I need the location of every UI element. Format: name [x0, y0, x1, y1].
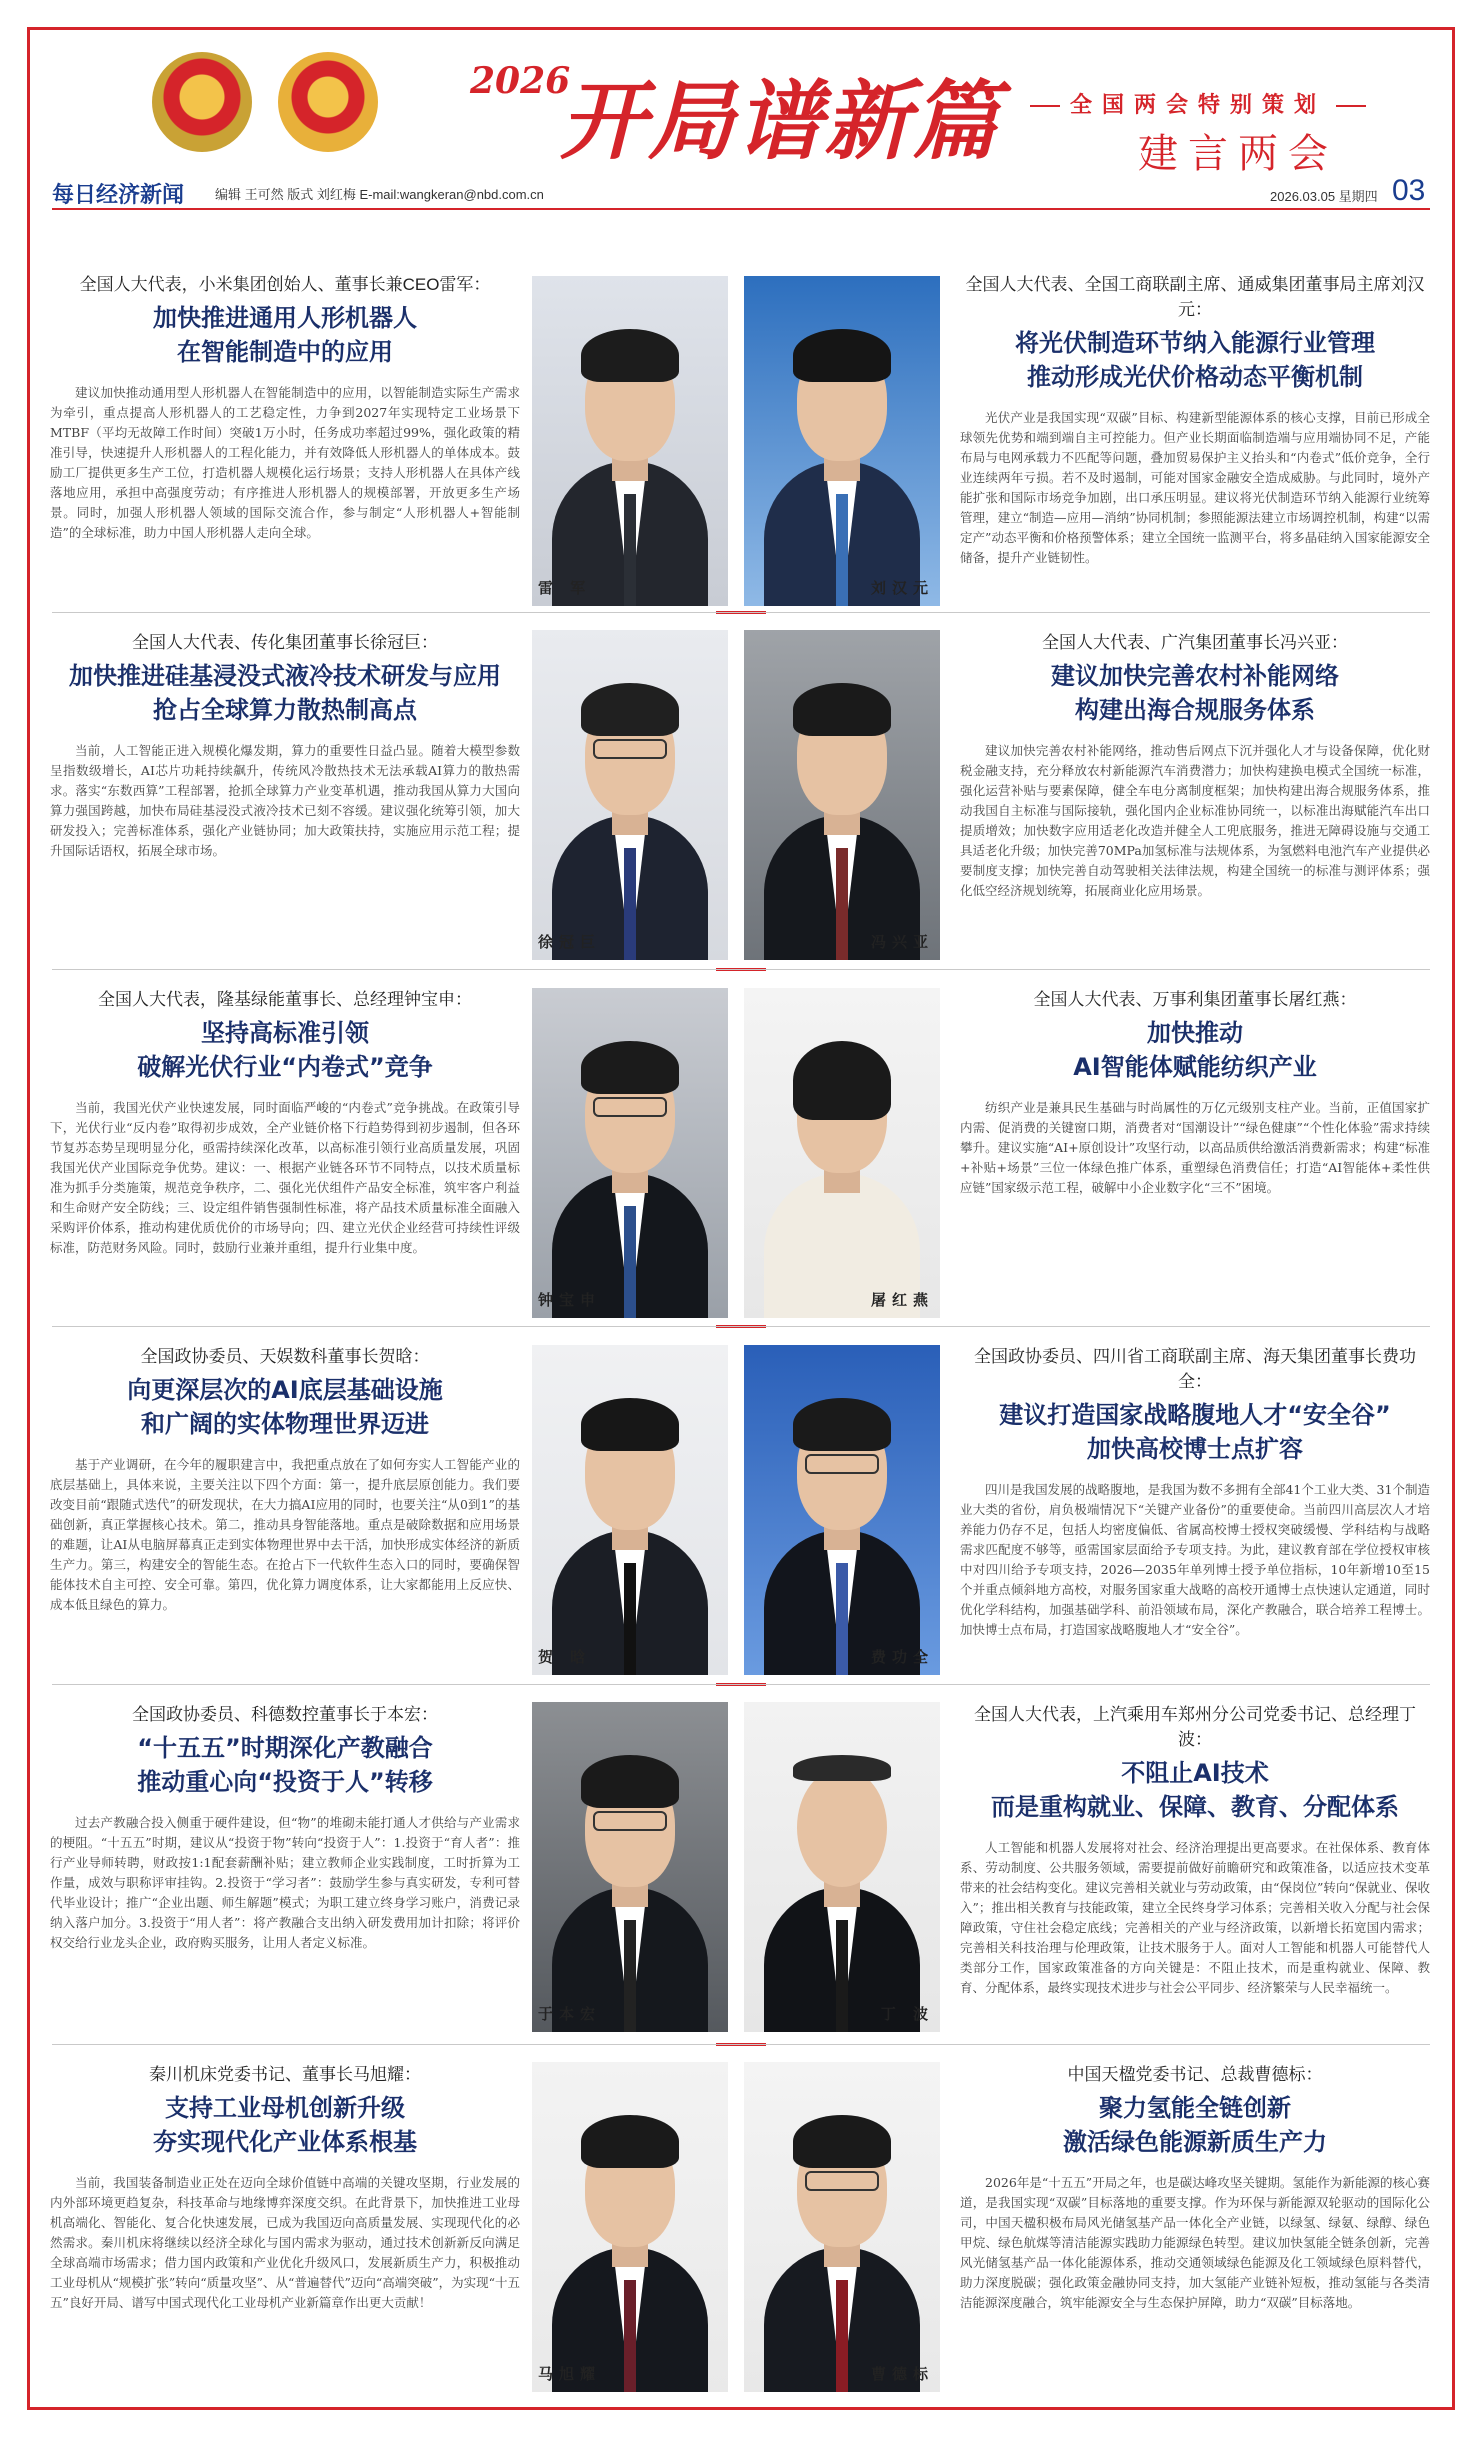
portrait-photo: [532, 276, 728, 606]
article-body: 人工智能和机器人发展将对社会、经济治理提出更高要求。在社保体系、教育体系、劳动制度、公共服务领域，需要提前做好前瞻研究和政策准备，以适应技术变革带来的社会结构变化。建议完善相关就业与劳动政策，由“保岗位”转向“保就业、保收入”；推出相关教育与技能政策，建立全民终身学习体系；完善相关收入分配与社会保障政策，守住社会稳定底线；完善相关的产业与经济政策，以新增长拓宽国内需求；完善相关科技治理与伦理政策，让技术服务于人。面对人工智能和机器人可能替代人类部分工作，国家政策准备的方向关键是：不阻止技术，而是重构就业、保障、教育、分配体系，最终实现技术进步与社会公平同步、经济繁荣与人民幸福统一。: [960, 1840, 1430, 1995]
portrait-photo: [744, 1345, 940, 1675]
portrait-photo: [532, 630, 728, 960]
cppcc-emblem-icon: [278, 52, 378, 152]
article-headline: [50, 2091, 520, 2159]
banner-year: 2026: [470, 60, 571, 102]
headline-line-2: 激活绿色能源新质生产力: [1063, 2128, 1327, 2156]
article-he-han: [50, 1342, 520, 1615]
row-divider: [52, 2044, 1430, 2045]
article-byline: 秦川机床党委书记、董事长马旭耀：: [149, 2065, 421, 2084]
article-headline: [50, 659, 520, 727]
article-headline: [960, 1756, 1430, 1824]
headline-line-2: AI智能体赋能纺织产业: [1073, 1053, 1317, 1081]
masthead: [52, 174, 1430, 210]
headline-line-1: “十五五”时期深化产教融合: [137, 1734, 433, 1762]
banner-column-name: 建言两会: [1138, 131, 1338, 177]
headline-line-2: 加快高校博士点扩容: [1087, 1435, 1303, 1463]
portrait-photo: [532, 2062, 728, 2392]
article-body: 过去产教融合投入侧重于硬件建设，但“物”的堆砌未能打通人才供给与产业需求的梗阻。“十五五”时期，建议从“投资于物”转向“投资于人”：1.投资于“育人者”：推行产业导师转聘，财政按1:1配套薪酬补贴；建立教师企业实践制度，工时折算为工作量，成效与职称评审挂钩。2.投资于“学习者”：鼓励学生参与真实研发，专利可替代毕业设计；推广“企业出题、师生解题”模式；为职工建立终身学习账户，消费记录纳入落户加分。3.投资于“用人者”：将产教融合支出纳入研发费用加计扣除；将评价权交给行业龙头企业，政府购买服务，让用人者定义标准。: [50, 1815, 520, 1950]
article-zhong-baoshen: [50, 985, 520, 1258]
headline-line-1: 支持工业母机创新升级: [165, 2094, 405, 2122]
article-body: 基于产业调研，在今年的履职建言中，我把重点放在了如何夯实人工智能产业的底层基础上，具体来说，主要关注以下四个方面：第一，提升底层原创能力。我们要改变目前“跟随式迭代”的研发现状，在大力搞AI应用的同时，也要关注“从0到1”的基础创新，真正掌握核心技术。第二，推动具身智能落地。重点是破除数据和应用场景的难题，让AI从电脑屏幕真正走到实体物理世界中去干活，加快形成实体经济的新质生产力。第三，构建安全的智能生态。在抢占下一代软件生态入口的同时，要确保智能体技术自主可控、安全可靠。第四，优化算力调度体系，让大家都能用上反应快、成本低且绿色的算力。: [50, 1457, 520, 1612]
article-byline: 全国人大代表、广汽集团董事长冯兴亚：: [1042, 633, 1348, 652]
article-byline: 全国人大代表，隆基绿能董事长、总经理钟宝申：: [98, 990, 472, 1009]
special-banner: [30, 30, 1452, 177]
headline-line-1: 向更深层次的AI底层基础设施: [127, 1376, 443, 1404]
article-headline: [960, 2091, 1430, 2159]
row-divider: [52, 612, 1430, 613]
article-ma-xuyao: [50, 2060, 520, 2313]
article-xu-guanju: [50, 628, 520, 861]
article-headline: [960, 326, 1430, 394]
article-byline: 全国政协委员、四川省工商联副主席、海天集团董事长费功全：: [974, 1347, 1416, 1391]
banner-subtitle: 全国两会特别策划: [1020, 88, 1376, 119]
article-body: 纺织产业是兼具民生基础与时尚属性的万亿元级别支柱产业。当前，正值国家扩内需、促消费的关键窗口期，消费者对“国潮设计”“绿色健康”“个性化体验”需求持续攀升。建议实施“AI+原创设计”攻坚行动，以高品质供给激活消费新需求；构建“标准+补贴+场景”三位一体绿色推广体系，重塑绿色消费信任；打造“AI智能体+柔性供应链”国家级示范工程，破解中小企业数字化“三不”困境。: [960, 1100, 1430, 1195]
article-headline: [960, 1016, 1430, 1084]
headline-line-2: 夯实现代化产业体系根基: [153, 2128, 417, 2156]
headline-line-2: 抢占全球算力散热制高点: [153, 696, 417, 724]
portrait-photo: [744, 988, 940, 1318]
article-headline: [50, 301, 520, 369]
article-body: 当前，我国装备制造业正处在迈向全球价值链中高端的关键攻坚期，行业发展的内外部环境更趋复杂，科技革命与地缘博弈深度交织。在此背景下，加快推进工业母机高端化、智能化、复合化快速发展，已成为我国迈向高质量发展、实现现代化的必然需求。秦川机床将继续以经济全球化与国内需求为驱动，通过技术创新新反向满足全球高端市场需求；借力国内政策和产业优化升级风口，发展新质生产力，积极推动工业母机从“规模扩张”转向“质量攻坚”、从“普遍替代”迈向“高端突破”，为实现“十五五”良好开局、谱写中国式现代化工业母机产业新篇章作出更大贡献！: [50, 2175, 521, 2310]
portrait-name: 费功全: [870, 1648, 934, 1666]
page-number: 03: [1392, 174, 1426, 207]
article-body: 建议加快完善农村补能网络，推动售后网点下沉并强化人才与设备保障，优化财税金融支持，充分释放农村新能源汽车消费潜力；加快构建换电模式全国统一标准，强化运营补贴与要素保障，健全车电分离制度框架；加快构建出海合规服务体系，推动我国自主标准与国际接轨，强化国内企业标准协同统一，以标准出海赋能汽车出口提质增效；加快数字应用适老化改造并健全人工兜底服务，推进无障碍设施与交通工具适老化升级；加快完善70MPa加氢标准与法规体系，为氢燃料电池汽车产业提供必要制度支撑；加快完善自动驾驶相关法律法规，构建全国统一的标准与测评体系；强化低空经济规划统筹，拓展商业化应用场景。: [960, 743, 1430, 898]
portrait-name: 贺 晗: [538, 1648, 592, 1666]
headline-line-1: 不阻止AI技术: [1121, 1759, 1269, 1787]
newspaper-logo: 每日经济新闻: [52, 182, 185, 208]
headline-line-2: 推动重心向“投资于人”转移: [137, 1768, 433, 1796]
article-headline: [50, 1731, 520, 1799]
headline-line-1: 加快推进硅基浸没式液冷技术研发与应用: [69, 662, 501, 690]
article-tu-hongyan: [960, 985, 1430, 1198]
article-byline: 全国人大代表、全国工商联副主席、通威集团董事局主席刘汉元：: [965, 275, 1425, 319]
portrait-name: 刘汉元: [870, 579, 934, 597]
article-ding-bo: [960, 1700, 1430, 1998]
portrait-name: 于本宏: [538, 2005, 602, 2023]
article-byline: 全国人大代表、传化集团董事长徐冠巨：: [132, 633, 438, 652]
portrait-name: 钟宝申: [538, 1291, 602, 1309]
issue-date: 2026.03.05 星期四: [1270, 189, 1378, 204]
portrait-photo: [532, 1702, 728, 2032]
row-divider: [52, 1684, 1430, 1685]
portrait-name: 徐冠巨: [538, 933, 602, 951]
headline-line-1: 加快推动: [1147, 1019, 1243, 1047]
article-cao-debiao: [960, 2060, 1430, 2313]
article-byline: 全国人大代表，上汽乘用车郑州分公司党委书记、总经理丁波：: [974, 1705, 1416, 1749]
article-body: 四川是我国发展的战略腹地，是我国为数不多拥有全部41个工业大类、31个制造业大类的省份，肩负极端情况下“关键产业备份”的重要使命。当前四川高层次人才培养能力仍存不足，包括人均密度偏低、省属高校博士授权突破缓慢、学科结构与战略需求匹配度不够等，亟需国家层面给予专项支持。为此，建议教育部在学位授权审核中对四川给予专项支持，2026—2035年单列博士授予单位指标，10年新增10至15个并重点倾斜地方高校，对服务国家重大战略的高校开通博士点快速认定通道，同时优化学科结构，加强基础学科、前沿领域布局，深化产教融合，联合培养工程博士。加快博士点布局，打造国家战略腹地人才“安全谷”。: [960, 1482, 1430, 1637]
article-lei-jun: [50, 270, 520, 543]
banner-title: 开局谱新篇: [560, 71, 1000, 172]
portrait-photo: [744, 276, 940, 606]
portrait-photo: [532, 988, 728, 1318]
headline-line-1: 加快推进通用人形机器人: [153, 304, 417, 332]
article-byline: 全国人大代表、万事利集团董事长屠红燕：: [1033, 990, 1357, 1009]
editor-credits: 编辑 王可然 版式 刘红梅 E-mail:wangkeran@nbd.com.cn: [215, 187, 544, 202]
article-body: 光伏产业是我国实现“双碳”目标、构建新型能源体系的核心支撑，目前已形成全球领先优势和端到端自主可控能力。但产业长期面临制造端与应用端协同不足，产能布局与电网承载力不匹配等问题，叠加贸易保护主义抬头和“内卷式”低价竞争，全行业连续两年亏损。若不及时遏制，可能对国家金融安全造成威胁。与此同时，境外产能扩张和国际市场竞争加剧，出口承压明显。建议将光伏制造环节纳入能源行业统筹管理，建立“制造—应用—消纳”协同机制；参照能源法建立市场调控机制，构建“以需定产”动态平衡和价格预警体系；建立全国统一监测平台，将多晶硅纳入国家能源安全储备，提升产业链韧性。: [960, 410, 1430, 565]
portrait-name: 屠红燕: [870, 1291, 934, 1309]
article-byline: 全国政协委员、天娱数科董事长贺晗：: [140, 1347, 430, 1366]
portrait-photo: [744, 630, 940, 960]
headline-line-2: 推动形成光伏价格动态平衡机制: [1027, 363, 1363, 391]
article-feng-xingya: [960, 628, 1430, 901]
portrait-name: 雷 军: [538, 579, 592, 597]
headline-line-1: 建议加快完善农村补能网络: [1051, 662, 1339, 690]
portrait-name: 丁 波: [880, 2005, 934, 2023]
article-headline: [50, 1016, 520, 1084]
headline-line-2: 和广阔的实体物理世界迈进: [141, 1410, 429, 1438]
row-divider: [52, 969, 1430, 970]
article-byline: 全国政协委员、科德数控董事长于本宏：: [132, 1705, 438, 1724]
headline-line-2: 破解光伏行业“内卷式”竞争: [137, 1053, 433, 1081]
article-headline: [960, 1398, 1430, 1466]
article-fei-gongquan: [960, 1342, 1430, 1640]
portrait-name: 曹德标: [870, 2365, 934, 2383]
headline-line-1: 将光伏制造环节纳入能源行业管理: [1015, 329, 1375, 357]
headline-line-1: 聚力氢能全链创新: [1099, 2094, 1291, 2122]
headline-line-2: 构建出海合规服务体系: [1075, 696, 1315, 724]
headline-line-2: 在智能制造中的应用: [177, 338, 393, 366]
headline-line-1: 坚持高标准引领: [201, 1019, 369, 1047]
article-byline: 中国天楹党委书记、总裁曹德标：: [1067, 2065, 1323, 2084]
headline-line-1: 建议打造国家战略腹地人才“安全谷”: [999, 1401, 1391, 1429]
article-headline: [50, 1373, 520, 1441]
row-divider: [52, 1326, 1430, 1327]
portrait-name: 马旭耀: [538, 2365, 602, 2383]
article-body: 当前，人工智能正进入规模化爆发期，算力的重要性日益凸显。随着大模型参数呈指数级增长，AI芯片功耗持续飙升，传统风冷散热技术无法承载AI算力的散热需求。落实“东数西算”工程部署，抢抓全球算力产业变革机遇，推动我国从算力大国向算力强国跨越，加快布局硅基浸没式液冷技术已刻不容缓。建议强化统筹引领，加大研发投入；完善标准体系，强化产业链协同；加大政策扶持，实施应用示范工程；提升国际话语权，拓展全球市场。: [50, 743, 520, 858]
article-yu-benhong: [50, 1700, 520, 1953]
article-headline: [960, 659, 1430, 727]
national-emblem-icon: [152, 52, 252, 152]
article-liu-hanyuan: [960, 270, 1430, 568]
portrait-photo: [744, 1702, 940, 2032]
article-body: 建议加快推动通用型人形机器人在智能制造中的应用，以智能制造实际生产需求为牵引，重点提高人形机器人的工艺稳定性，力争到2027年实现特定工业场景下MTBF（平均无故障工作时间）突破1万小时，任务成功率超过99%，强化政策的精准引导，快速提升人形机器人的工程化能力，并有效降低人形机器人的单体成本。鼓励工厂提供更多生产工位，打造机器人规模化运行场景；支持人形机器人在具体产线落地应用，承担中高强度劳动；有序推进人形机器人的规模部署，开放更多生产场景。同时，加强人形机器人领域的国际交流合作，参与制定“人形机器人+智能制造”的全球标准，助力中国人形机器人走向全球。: [50, 385, 520, 540]
article-byline: 全国人大代表，小米集团创始人、董事长兼CEO雷军：: [79, 275, 491, 294]
portrait-name: 冯兴亚: [870, 933, 934, 951]
headline-line-2: 而是重构就业、保障、教育、分配体系: [991, 1793, 1399, 1821]
article-body: 2026年是“十五五”开局之年，也是碳达峰攻坚关键期。氢能作为新能源的核心赛道，是我国实现“双碳”目标落地的重要支撑。作为环保与新能源双轮驱动的国际化公司，中国天楹积极布局风光储氢基产品一体化全产业链，以绿氢、绿氨、绿醇、绿色甲烷、绿色航煤等清洁能源实践助力能源绿色转型。建议加快氢能全链条创新，完善风光储氢基产品一体化能源体系，推动交通领域绿色能源及化工领域绿色原料替代，助力深度脱碳；强化政策金融协同支持，加大氢能产业链补短板，推动氢能与各类清洁能源深度融合，筑牢能源安全与生态保护屏障，助力“双碳”目标落地。: [960, 2175, 1430, 2310]
portrait-photo: [532, 1345, 728, 1675]
article-body: 当前，我国光伏产业快速发展，同时面临严峻的“内卷式”竞争挑战。在政策引导下，光伏行业“反内卷”取得初步成效，全产业链价格下行趋势得到初步遏制，但各环节复苏态势呈现明显分化，亟需持续深化改革，以高标准引领行业高质量发展，巩固我国光伏产业国际竞争优势。建议：一、根据产业链各环节不同特点，以技术质量标准为抓手分类施策，规范竞争秩序，二、强化光伏组件产品安全标准，筑牢客户利益和生命财产安全防线；三、设定组件销售强制性标准，将产品技术质量标准全面融入采购评价体系，推动构建优质优价的市场导向；四、建立光伏企业经营可持续性评级标准，防范财务风险。同时，鼓励行业兼并重组，提升行业集中度。: [50, 1100, 520, 1255]
portrait-photo: [744, 2062, 940, 2392]
